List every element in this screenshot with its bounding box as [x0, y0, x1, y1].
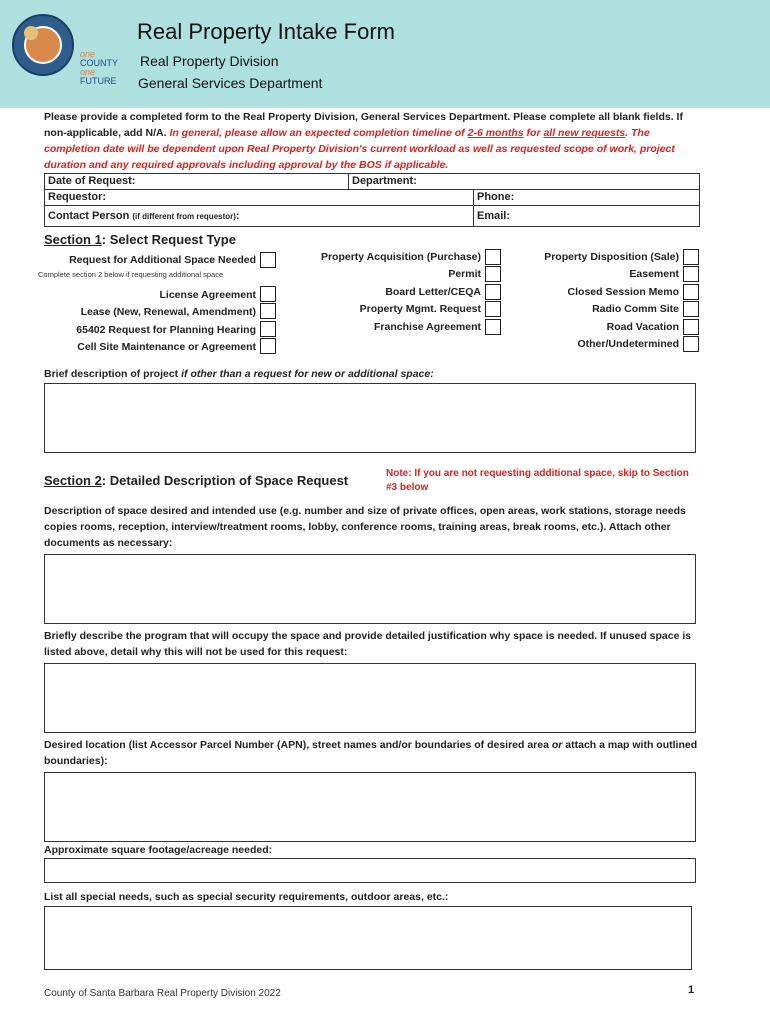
- checkbox-easement[interactable]: [683, 266, 699, 282]
- program-justification-textarea[interactable]: [44, 663, 696, 733]
- logo-line1: one: [80, 49, 96, 59]
- one-county-one-future-logo: [80, 50, 118, 86]
- requestor-field[interactable]: Requestor:: [44, 189, 474, 206]
- option-cell-site-label: Cell Site Maintenance or Agreement: [77, 341, 256, 353]
- option-easement-label: Easement: [629, 268, 679, 280]
- checkbox-closed-session[interactable]: [683, 284, 699, 300]
- checkbox-property-mgmt[interactable]: [485, 301, 501, 317]
- email-field[interactable]: Email:: [473, 205, 700, 227]
- checkbox-board-letter[interactable]: [485, 284, 501, 300]
- section2-skip-note: Note: If you are not requesting additional space, skip to Section #3 below: [386, 468, 689, 493]
- desired-location-textarea[interactable]: [44, 772, 696, 842]
- checkbox-radio-comm[interactable]: [683, 301, 699, 317]
- section1-heading: Section 1: Select Request Type: [44, 232, 236, 247]
- option-additional-space-label: Request for Additional Space Needed: [69, 254, 256, 266]
- checkbox-license[interactable]: [260, 286, 276, 302]
- space-description-textarea[interactable]: [44, 554, 696, 624]
- square-footage-input[interactable]: [44, 858, 696, 883]
- contact-person-field[interactable]: Contact Person (if different from requestor):: [44, 205, 474, 227]
- option-radio-comm-label: Radio Comm Site: [592, 303, 679, 315]
- option-permit-label: Permit: [448, 268, 481, 280]
- brief-description-textarea[interactable]: [44, 383, 696, 453]
- square-footage-question: Approximate square footage/acreage needed:: [44, 844, 273, 856]
- option-property-mgmt-label: Property Mgmt. Request: [359, 303, 481, 315]
- checkbox-lease[interactable]: [260, 303, 276, 319]
- option-road-vacation-label: Road Vacation: [606, 321, 679, 333]
- checkbox-acquisition[interactable]: [485, 249, 501, 265]
- logo-line2: COUNTY: [80, 58, 118, 68]
- checkbox-65402[interactable]: [260, 321, 276, 337]
- date-of-request-field[interactable]: Date of Request:: [44, 173, 349, 190]
- section2-heading: Section 2: Detailed Description of Space Request: [44, 473, 349, 488]
- option-65402-label: 65402 Request for Planning Hearing: [76, 324, 256, 336]
- option-lease-label: Lease (New, Renewal, Amendment): [80, 306, 256, 318]
- county-seal-logo: [12, 14, 74, 76]
- phone-field[interactable]: Phone:: [473, 189, 700, 206]
- brief-description-label: Brief description of project if other than a request for new or additional space:: [44, 368, 434, 380]
- space-description-question: Description of space desired and intended use (e.g. number and size of private offices, open areas, work stations, storage needs copies rooms, reception, interview/treatment rooms, lobby, conference rooms, training areas, break rooms, etc.). Attach other documents as necessary:: [44, 505, 686, 549]
- desired-location-question: Desired location (list Accessor Parcel Number (APN), street names and/or boundaries of desired area or attach a map with outlined boundaries):: [44, 739, 698, 767]
- page-number: 1: [688, 984, 695, 996]
- section2-instruction-note: Complete section 2 below if requesting additional space: [38, 270, 224, 279]
- intro-paragraph: Please provide a completed form to the Real Property Division, General Services Department. Please complete all blank fields. If non-applicable, add N/A. In general, please allow an expected completion timeline of 2-6 months for all new requests. The completion date will be dependent upon Real Property Division's current workload as well as requested scope of work, project duration and any required approvals including approval by the BOS if applicable.: [44, 111, 683, 171]
- checkbox-additional-space[interactable]: [260, 252, 276, 268]
- checkbox-franchise[interactable]: [485, 319, 501, 335]
- option-other-label: Other/Undetermined: [577, 338, 679, 350]
- checkbox-road-vacation[interactable]: [683, 319, 699, 335]
- footer-text: County of Santa Barbara Real Property Division 2022: [44, 988, 281, 999]
- checkbox-other[interactable]: [683, 336, 699, 352]
- logo-line3: one: [80, 67, 96, 77]
- checkbox-disposition[interactable]: [683, 249, 699, 265]
- logo-line4: FUTURE: [80, 76, 117, 86]
- option-disposition-label: Property Disposition (Sale): [544, 251, 679, 263]
- option-board-letter-label: Board Letter/CEQA: [385, 286, 481, 298]
- option-license-label: License Agreement: [159, 289, 256, 301]
- program-justification-question: Briefly describe the program that will occupy the space and provide detailed justification why space is needed. If unused space is listed above, detail why this will not be used for this request:: [44, 630, 692, 658]
- page-title: Real Property Intake Form: [137, 19, 395, 44]
- checkbox-permit[interactable]: [485, 266, 501, 282]
- option-acquisition-label: Property Acquisition (Purchase): [320, 251, 481, 263]
- special-needs-textarea[interactable]: [44, 906, 692, 970]
- option-franchise-label: Franchise Agreement: [374, 321, 481, 333]
- special-needs-question: List all special needs, such as special security requirements, outdoor areas, etc.:: [44, 891, 449, 903]
- department-name: General Services Department: [138, 75, 323, 91]
- department-field[interactable]: Department:: [348, 173, 700, 190]
- division-name: Real Property Division: [140, 53, 279, 69]
- option-closed-session-label: Closed Session Memo: [567, 286, 679, 298]
- checkbox-cell-site[interactable]: [260, 338, 276, 354]
